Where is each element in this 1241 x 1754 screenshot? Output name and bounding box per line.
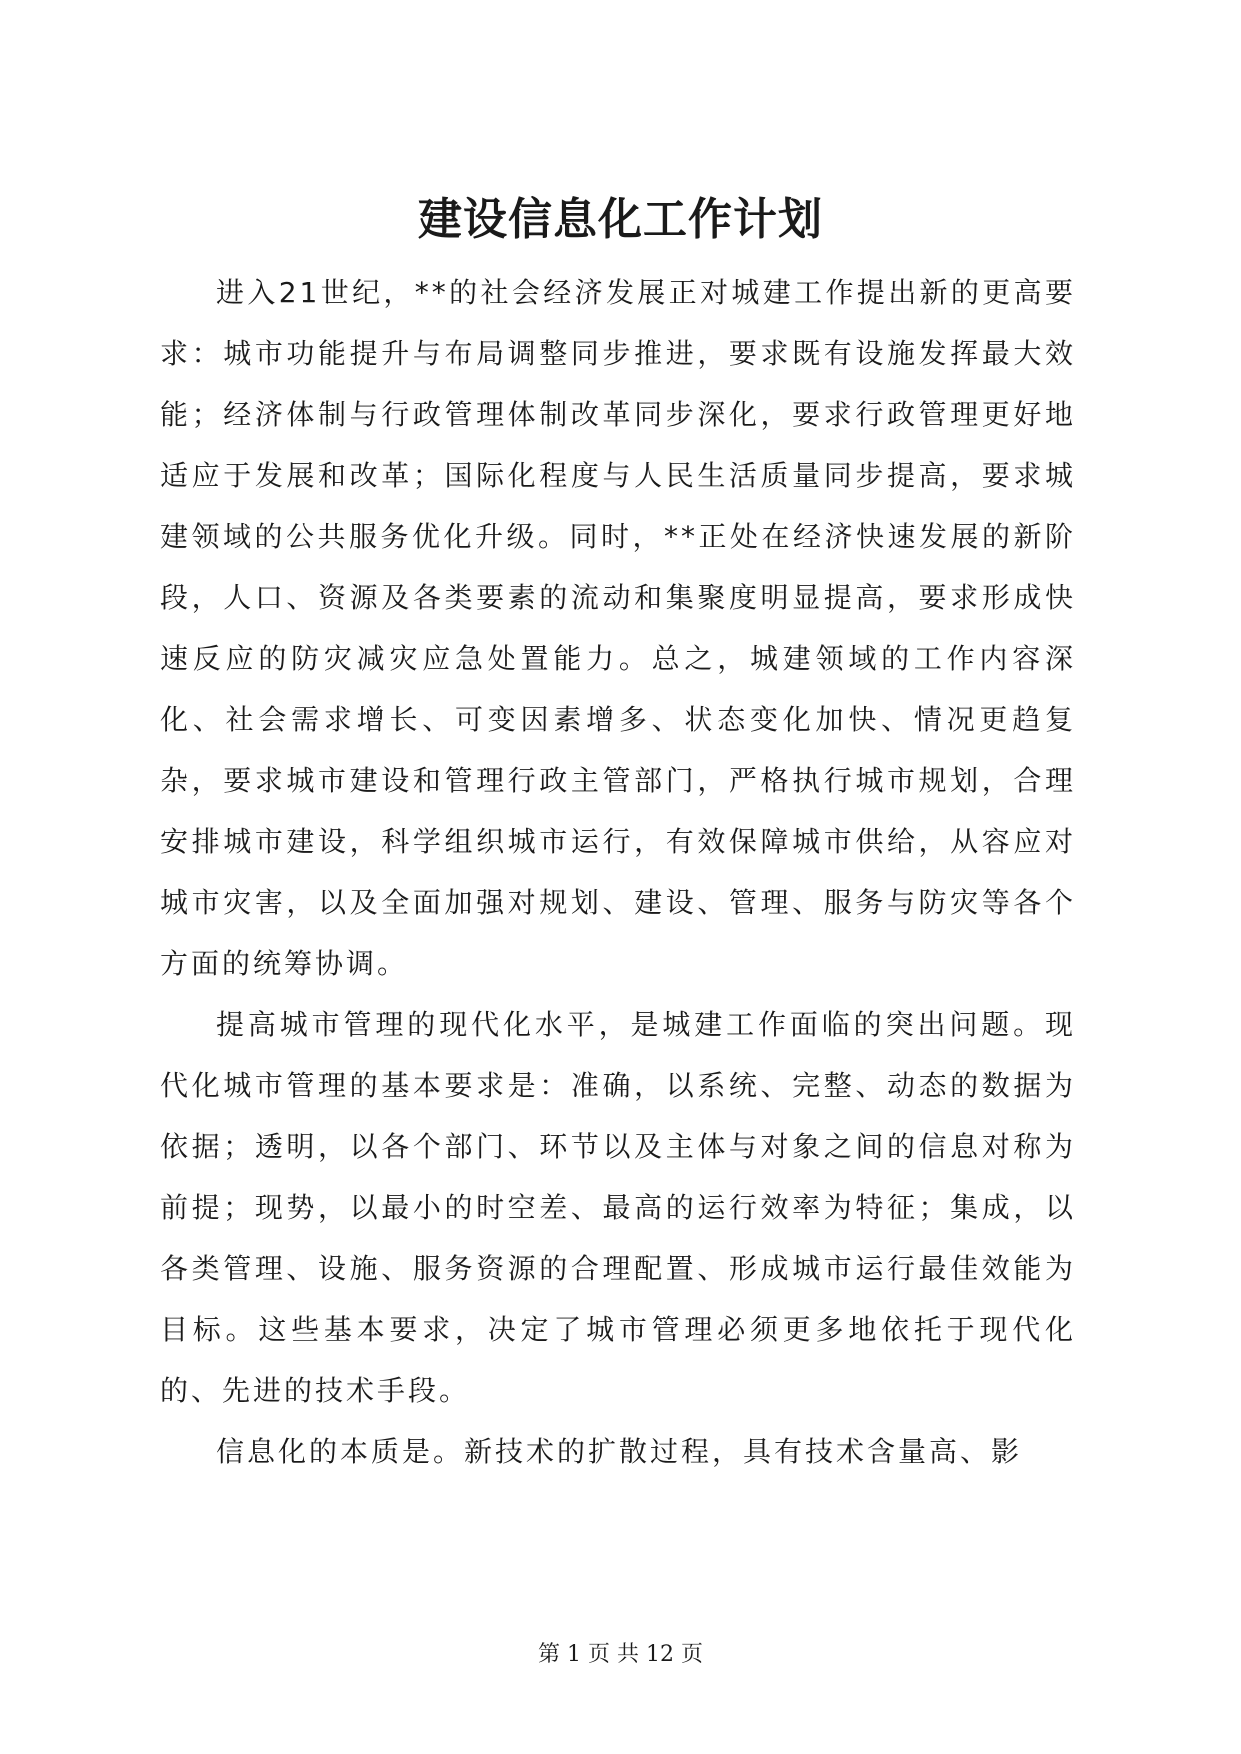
paragraph-3: 信息化的本质是。新技术的扩散过程，具有技术含量高、影 — [216, 1435, 1023, 1468]
page-number-label: 第 1 页 共 12 页 — [538, 1642, 703, 1667]
paragraph-2: 提高城市管理的现代化水平，是城建工作面临的突出问题。现代化城市管理的基本要求是：准确，以系统、完整、动态的数据为依据；透明，以各个部门、环节以及主体与对象之间的信息对称为前提；现势，以最小的时空差、最高的运行效率为特征；集成，以各类管理、设施、服务资源的合理配置、形成城市运行最佳效能为目标。这些基本要求，决定了城市管理必须更多地依托于现代化的、先进的技术手段。 — [160, 1008, 1076, 1407]
document-body — [160, 262, 1076, 1482]
paragraph-1: 进入21世纪，**的社会经济发展正对城建工作提出新的更高要求：城市功能提升与布局调整同步推进，要求既有设施发挥最大效能；经济体制与行政管理体制改革同步深化，要求行政管理更好地适应于发展和改革；国际化程度与人民生活质量同步提高，要求城建领域的公共服务优化升级。同时，**正处在经济快速发展的新阶段，人口、资源及各类要素的流动和集聚度明显提高，要求形成快速反应的防灾减灾应急处置能力。总之，城建领域的工作内容深化、社会需求增长、可变因素增多、状态变化加快、情况更趋复杂，要求城市建设和管理行政主管部门，严格执行城市规划，合理安排城市建设，科学组织城市运行，有效保障城市供给，从容应对城市灾害，以及全面加强对规划、建设、管理、服务与防灾等各个方面的统筹协调。 — [160, 276, 1076, 980]
document-title: 建设信息化工作计划 — [418, 194, 823, 245]
page-footer — [0, 1640, 1241, 1670]
